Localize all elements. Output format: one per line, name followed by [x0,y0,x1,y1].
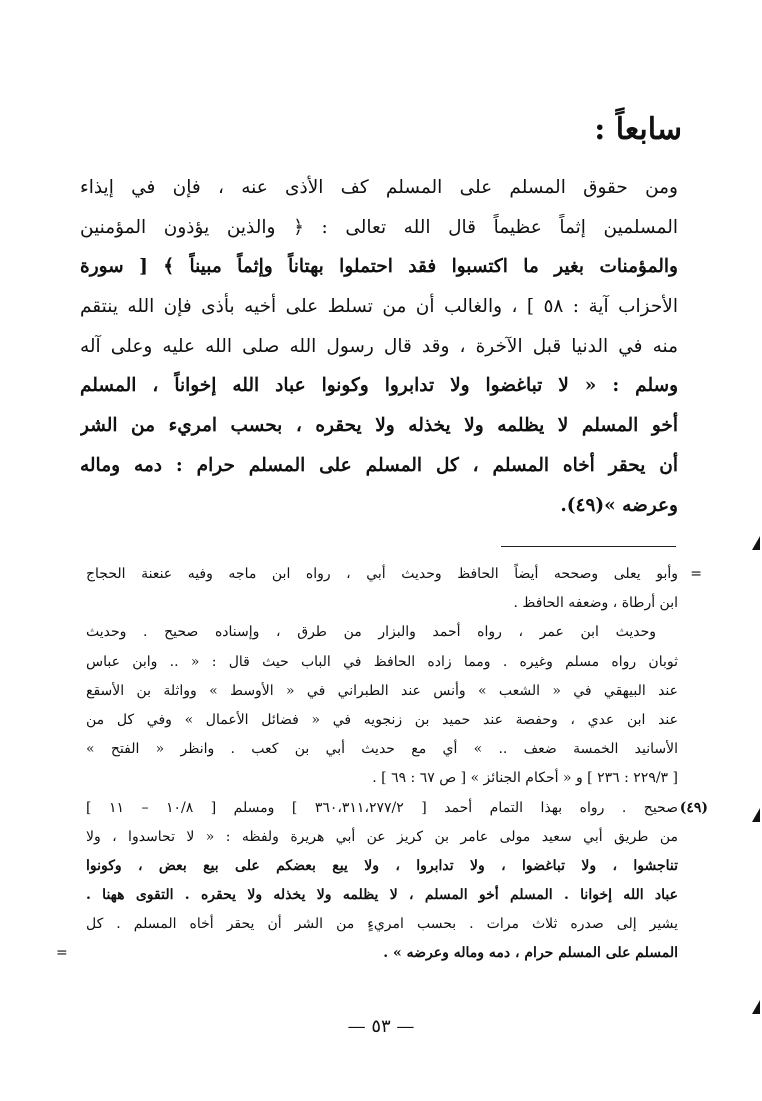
footnote-line: عند ابن عدي ، وحفصة عند حميد بن زنجويه في « فضائل الأعمال » وفي كل من [86,711,678,728]
scan-edge-mark [752,536,760,550]
scan-edge-mark [752,808,760,822]
main-line: منه في الدنيا قبل الآخرة ، وقد قال رسول الله صلى الله عليه وعلى آله [80,335,678,357]
footnote-line: الأسانيد الخمسة ضعف .. » أي مع حديث أبي بن كعب . وانظر « الفتح » [86,741,678,758]
footnote-line: ثوبان رواه مسلم وغيره . ومما زاده الحافظ في الباب حيث قال : « .. وابن عباس [86,653,678,670]
footnote-line: عباد الله إخوانا . المسلم أخو المسلم ، لا يظلمه ولا يخذله ولا يحقره . التقوى ههنا . [86,887,678,904]
continues-marker: = [56,945,68,962]
main-line: أخو المسلم لا يظلمه ولا يخذله ولا يحقره ، بحسب امريء من الشر [80,415,678,437]
main-line: ومن حقوق المسلم على المسلم كف الأذى عنه ، فإن في إيذاء [80,177,678,198]
main-line: أن يحقر أخاه المسلم ، كل المسلم على المسلم حرام : دمه وماله [80,454,678,476]
main-line: وسلم : « لا تباغضوا ولا تدابروا وكونوا عباد الله إخواناً ، المسلم [80,375,678,397]
main-line: المسلمين إثماً عظيماً قال الله تعالى : ﴿ والذين يؤذون المؤمنين [80,216,678,238]
section-heading: سابعاً : [594,112,682,147]
main-line: والمؤمنات بغير ما اكتسبوا فقد احتملوا بهتاناً وإثماً مبيناً ﴾ [ سورة [80,256,678,278]
footnote-line: من طريق أبي سعيد مولى عامر بن كريز عن أبي هريرة ولفظه : « لا تحاسدوا ، ولا [86,828,678,845]
footnote-line: وحديث ابن عمر ، رواه أحمد والبزار من طرق ، وإسناده صحيح . وحديث [86,624,656,641]
footnote-line: ابن أرطاة ، وضعفه الحافظ . [513,595,678,612]
continued-marker: = [690,566,702,582]
footnote-line: صحيح . رواه بهذا التمام أحمد [ ٣٦٠،٣١١،٢٧٧/٢ ] ومسلم [ ١٠/٨ – ١١ ] [86,799,678,816]
footnote-line: وأبو يعلى وصححه أيضاً الحافظ وحديث أبي ، رواه ابن ماجه وفيه عنعنة الحجاج [86,566,678,582]
main-line: الأحزاب آية : ٥٨ ] ، والغالب أن من تسلط على أخيه بأذى فإن الله ينتقم [80,296,678,318]
main-text [80,168,678,525]
footnote-line: تناجشوا ، ولا تباغضوا ، ولا تدابروا ، ولا يبع بعضكم على بيع بعض ، وكونوا [86,857,678,874]
main-line: وعرضه »(٤٩). [560,494,678,516]
footnote-line: عند البيهقي في « الشعب » وأنس عند الطبراني في « الأوسط » وواثلة بن الأسقع [86,682,678,699]
footnote-line: [ ٢٢٩/٣ : ٢٣٦ ] و « أحكام الجنائز » [ ص ٦٧ : ٦٩ ] . [372,770,678,787]
footnote-divider [501,546,676,547]
page-number: — ٥٣ — [347,1016,415,1037]
footnote-line: يشير إلى صدره ثلاث مرات . بحسب امريءٍ من الشر أن يحقر أخاه المسلم . كل [86,916,678,933]
footnote-number: (٤٩) [679,799,708,816]
footnote-line: المسلم على المسلم حرام ، دمه وماله وعرضه » . [383,945,678,962]
scan-edge-mark [752,1000,760,1014]
footnotes [56,560,708,969]
